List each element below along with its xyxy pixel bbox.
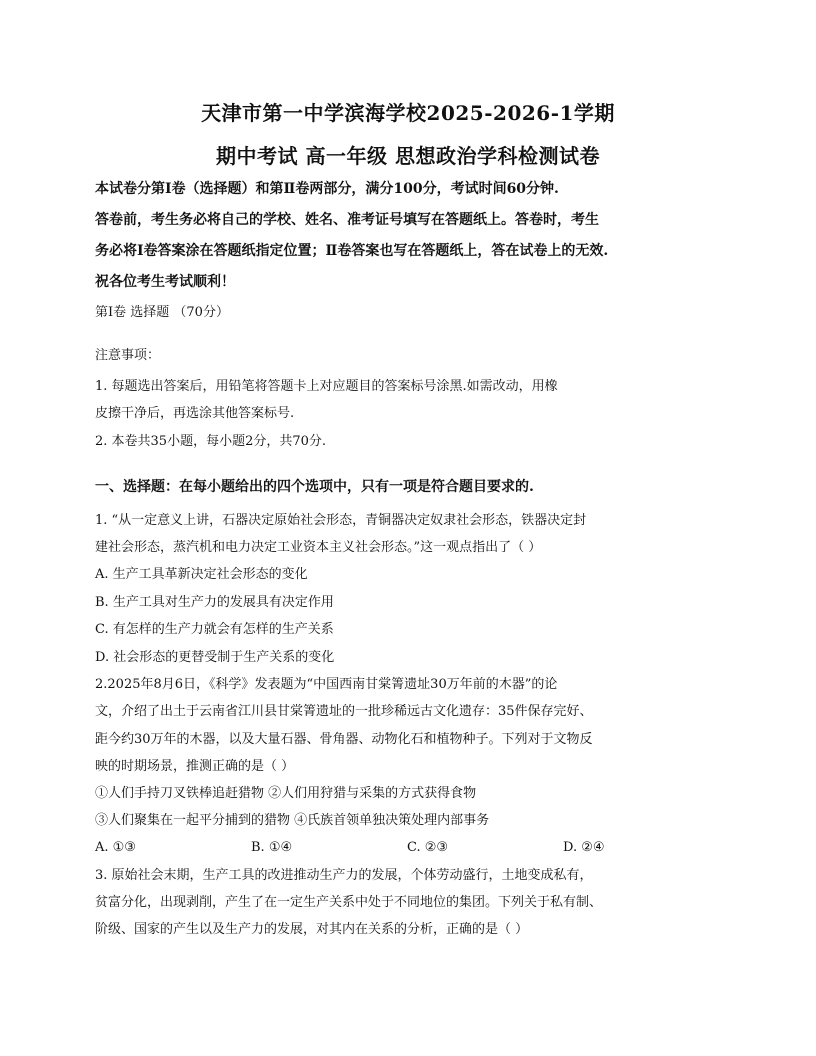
q2-stem-line3: 距今约30万年的木器，以及大量石器、骨角器、动物化石和植物种子。下列对于文物反 — [95, 732, 593, 747]
q2-stem-line4: 映的时期场景，推测正确的是（ ） — [95, 759, 295, 774]
q2-statements-line1: ①人们手持刀叉铁棒追赶猎物 ②人们用狩猎与采集的方式获得食物 — [95, 786, 477, 801]
part-heading: 一、选择题：在每小题给出的四个选项中，只有一项是符合题目要求的. — [95, 479, 534, 495]
q2-statements-line2: ③人们聚集在一起平分捕到的猎物 ④氏族首领单独决策处理内部事务 — [95, 813, 490, 828]
q2-stem-line2: 文，介绍了出土于云南省江川县甘棠箐遗址的一批珍稀远古文化遗存：35件保存完好、 — [95, 704, 593, 719]
intro-line4: 祝各位考生考试顺利！ — [95, 274, 235, 290]
q1-option-c: C. 有怎样的生产力就会有怎样的生产关系 — [95, 622, 334, 637]
notes-heading: 注意事项： — [95, 348, 161, 363]
notes-item1-line2: 皮擦干净后，再选涂其他答案标号. — [95, 406, 295, 421]
intro-line3: 务必将Ⅰ卷答案涂在答题纸指定位置；Ⅱ卷答案也写在答题纸上，答在试卷上的无效. — [95, 243, 609, 259]
q2-option-b: B. ①④ — [251, 840, 293, 855]
intro-line2: 答卷前，考生务必将自己的学校、姓名、准考证号填写在答题纸上。答卷时，考生 — [95, 212, 599, 228]
q2-option-a: A. ①③ — [95, 840, 136, 855]
q1-option-b: B. 生产工具对生产力的发展具有决定作用 — [95, 595, 334, 610]
q3-stem-line1: 3. 原始社会末期，生产工具的改进推动生产力的发展，个体劳动盛行，土地变成私有， — [95, 868, 593, 883]
q3-stem-line2: 贫富分化，出现剥削，产生了在一定生产关系中处于不同地位的集团。下列关于私有制、 — [95, 895, 603, 910]
q1-stem-line1: 1. “从一定意义上讲，石器决定原始社会形态，青铜器决定奴隶社会形态，铁器决定封 — [95, 513, 587, 528]
q2-options-row — [0, 839, 816, 857]
q2-stem-line1: 2.2025年8月6日，《科学》发表题为“中国西南甘棠箐遗址30万年前的木器”的论 — [95, 677, 558, 692]
exam-title-line2: 期中考试 高一年级 思想政治学科检测试卷 — [216, 144, 600, 168]
notes-item1-line1: 1. 每题选出答案后，用铅笔将答题卡上对应题目的答案标号涂黑.如需改动，用橡 — [95, 379, 558, 394]
notes-item2: 2. 本卷共35小题，每小题2分，共70分. — [95, 434, 327, 449]
q1-stem-line2: 建社会形态，蒸汽机和电力决定工业资本主义社会形态。”这一观点指出了（ ） — [95, 540, 542, 555]
intro-line1: 本试卷分第Ⅰ卷（选择题）和第Ⅱ卷两部分，满分100分，考试时间60分钟. — [95, 181, 559, 197]
q1-option-a: A. 生产工具革新决定社会形态的变化 — [95, 567, 308, 582]
q2-option-c: C. ②③ — [407, 840, 449, 855]
exam-title-line1: 天津市第一中学滨海学校2025-2026-1学期 — [201, 101, 615, 125]
q3-stem-line3: 阶级、国家的产生以及生产力的发展，对其内在关系的分析，正确的是（ ） — [95, 922, 529, 937]
q2-option-d: D. ②④ — [563, 840, 605, 855]
section1-title: 第Ⅰ卷 选择题 （70分） — [95, 305, 229, 320]
q1-option-d: D. 社会形态的更替受制于生产关系的变化 — [95, 650, 335, 665]
